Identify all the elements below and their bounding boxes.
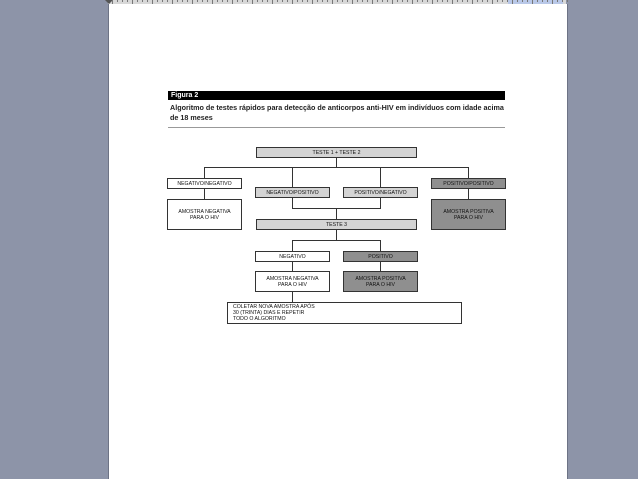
box-amostra-positiva-2: AMOSTRA POSITIVA PARA O HIV [343, 271, 418, 292]
ruler-tick [477, 0, 478, 2]
box-negativo-positivo: NEGATIVO/POSITIVO [255, 187, 330, 198]
box-positivo: POSITIVO [343, 251, 418, 262]
ruler-tick [522, 0, 523, 2]
connector-line [292, 198, 293, 208]
ruler-tick [342, 0, 343, 2]
ruler-tick [247, 0, 248, 2]
ruler-tick [117, 0, 118, 2]
ruler-tick [442, 0, 443, 2]
ruler-tick [422, 0, 423, 2]
ruler-tick [162, 0, 163, 2]
box-negativo: NEGATIVO [255, 251, 330, 262]
ruler-tick [262, 0, 263, 2]
box-teste1-teste2: TESTE 1 + TESTE 2 [256, 147, 417, 158]
ruler-tick [547, 0, 548, 2]
ruler-tick [322, 0, 323, 2]
ruler-tick [407, 0, 408, 2]
connector-line [468, 189, 469, 199]
ruler-tick [457, 0, 458, 2]
connector-line [380, 240, 381, 251]
connector-line [204, 167, 205, 178]
ruler-tick [287, 0, 288, 2]
connector-line [292, 292, 293, 302]
ruler-tick [417, 0, 418, 2]
ruler-tick [487, 0, 488, 2]
ruler-tick [567, 0, 568, 2]
ruler-tick [302, 0, 303, 2]
ruler-tick [222, 0, 223, 2]
figure-label: Figura 2 [168, 91, 505, 100]
ruler-tick [197, 0, 198, 2]
ruler-tick [177, 0, 178, 2]
box-amostra-negativa-2: AMOSTRA NEGATIVA PARA O HIV [255, 271, 330, 292]
ruler-tick [447, 0, 448, 2]
ruler-tick [267, 0, 268, 2]
ruler-tick [257, 0, 258, 2]
connector-line [336, 208, 337, 219]
connector-line [204, 167, 469, 168]
ruler-tick [557, 0, 558, 2]
ruler-tick [217, 0, 218, 2]
ruler-tick [242, 0, 243, 2]
connector-line [336, 158, 337, 167]
ruler-tick [362, 0, 363, 2]
ruler-tick [202, 0, 203, 2]
connector-line [204, 189, 205, 199]
ruler-tick [427, 0, 428, 2]
ruler-tick [517, 0, 518, 2]
connector-line [380, 262, 381, 271]
ruler-tick [227, 0, 228, 2]
ruler-tick [387, 0, 388, 2]
ruler-tick [337, 0, 338, 2]
ruler-tick [277, 0, 278, 2]
connector-line [380, 167, 381, 187]
ruler-tick [237, 0, 238, 2]
box-negativo-negativo: NEGATIVO/NEGATIVO [167, 178, 242, 189]
ruler-tick [157, 0, 158, 2]
connector-line [380, 198, 381, 208]
ruler-tick [317, 0, 318, 2]
ruler-tick [562, 0, 563, 2]
ruler-tick [467, 0, 468, 2]
document-page[interactable] [108, 4, 568, 479]
ruler-tick [542, 0, 543, 2]
ruler-tick [167, 0, 168, 2]
ruler-tick [357, 0, 358, 2]
ruler-tick [207, 0, 208, 2]
ruler-tick [482, 0, 483, 2]
ruler-tick [307, 0, 308, 2]
ruler-tick [147, 0, 148, 2]
ruler-tick [507, 0, 508, 2]
ruler-tick [327, 0, 328, 2]
connector-line [292, 167, 293, 187]
ruler-tick [142, 0, 143, 2]
ruler-tick [347, 0, 348, 2]
connector-line [468, 167, 469, 178]
connector-line [292, 240, 293, 251]
ruler-tick [382, 0, 383, 2]
ruler-tick [137, 0, 138, 2]
ruler-tick [537, 0, 538, 2]
ruler-tick [297, 0, 298, 2]
ruler-tick [122, 0, 123, 2]
ruler-tick [377, 0, 378, 2]
box-teste3: TESTE 3 [256, 219, 417, 230]
box-positivo-negativo: POSITIVO/NEGATIVO [343, 187, 418, 198]
ruler-tick [367, 0, 368, 2]
box-positivo-positivo: POSITIVO/POSITIVO [431, 178, 506, 189]
ruler-tick [497, 0, 498, 2]
ruler-tick [462, 0, 463, 2]
ruler-tick [502, 0, 503, 2]
box-amostra-negativa-1: AMOSTRA NEGATIVA PARA O HIV [167, 199, 242, 230]
ruler-tick [187, 0, 188, 2]
connector-line [336, 230, 337, 240]
ruler-tick [437, 0, 438, 2]
figure-title: Algoritmo de testes rápidos para detecção de anticorpos anti-HIV em indivíduos com idade acima de 18 meses [170, 103, 504, 122]
connector-line [292, 240, 381, 241]
connector-line [292, 262, 293, 271]
ruler-tick [397, 0, 398, 2]
ruler-tick [402, 0, 403, 2]
box-coletar-nova-amostra: COLETAR NOVA AMOSTRA APÓS 30 (TRINTA) DIAS E REPETIR TODO O ALGORITMO [227, 302, 462, 324]
title-divider [168, 127, 505, 128]
ruler-tick [527, 0, 528, 2]
box-amostra-positiva-1: AMOSTRA POSITIVA PARA O HIV [431, 199, 506, 230]
ruler-tick [182, 0, 183, 2]
ruler-tick [282, 0, 283, 2]
ruler-tick [127, 0, 128, 2]
